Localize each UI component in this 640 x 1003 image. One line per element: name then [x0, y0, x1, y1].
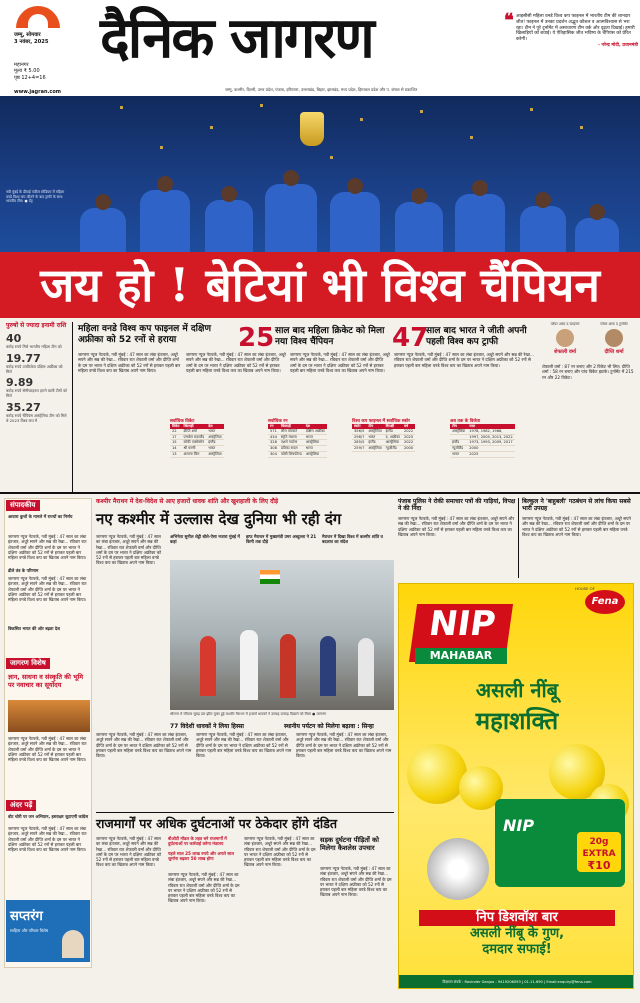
- table-cell: दक्षिण अफ्रीका: [305, 428, 326, 433]
- newspaper-title: दैनिक जागरण: [100, 5, 373, 71]
- ad-bottom-1: निप डिशवॉश बार: [419, 910, 615, 926]
- table-cell: स्मृति मंधाना: [279, 434, 304, 440]
- table-cell: आस्ट्रेलिया: [208, 451, 222, 456]
- table-header-cell: वर्ष: [402, 424, 415, 429]
- table-header-cell: देश: [304, 424, 327, 429]
- table-cell: 22: [170, 429, 182, 434]
- story-body-4: जागरण न्यूज नेटवर्क, नवी मुंबई : 47 साल का लंबा इंतजार, अधूरे सपने और सब्र की रेखा... रविवार रात शेफाली वर्मा और दीप्ति शर्मा के दम पर भारत ने दक्षिण अफ्रीका को 52 रनों से हराकर पहली बार महिला वनडे विश्व कप का खिताब अपने नाम किया।: [394, 352, 534, 368]
- table-cell: इंग्लैंड: [450, 440, 467, 446]
- story-25-headline[interactable]: साल बाद महिला क्रिकेट को मिला नया विश्व चैंपियन: [275, 326, 385, 347]
- table-cell: 2025: [403, 434, 414, 439]
- edition-name: महानगर: [14, 62, 29, 68]
- table-cell: सोफी एक्लेस्टोन: [183, 440, 205, 445]
- ad-slogan-2: महाशक्ति: [475, 707, 559, 735]
- table-cell: 2000: [467, 446, 514, 452]
- table-wickets: [170, 418, 224, 458]
- table-cell: 571: [270, 428, 277, 433]
- highway-bullet: पहले साल 25 लाख रुपये और अगले साल जुर्माना बढ़कर 50 लाख होगा: [168, 850, 235, 861]
- table-cell: 2000: [403, 446, 414, 451]
- awards-text: शेफाली वर्मा : 87 रन बनाए और 2 विकेट भी लिए। दीप्ति शर्मा : 58 रन बनाए और पांच विकेट झटके। टूर्नामेंट में 215 रन और 22 विकेट।: [542, 364, 634, 380]
- story-body: जागरण न्यूज नेटवर्क, नवी मुंबई : 47 साल का लंबा इंतजार, अधूरे सपने और सब्र की रेखा... रविवार रात शेफाली वर्मा और दीप्ति शर्मा के दम पर भारत ने दक्षिण अफ्रीका को 52 रनों से हराकर पहली बार महिला वनडे विश्व कप का खिताब अपने नाम किया।: [78, 352, 181, 373]
- table-cell: 308: [270, 446, 277, 451]
- saptrang-title: सप्तरंग: [10, 909, 43, 924]
- table-header-cell: देश: [206, 424, 223, 429]
- marathon-photo: [170, 560, 394, 710]
- table-header-cell: स्कोर: [352, 424, 366, 429]
- editorial-2[interactable]: ढीले तंत्र के परिणाम: [8, 568, 39, 573]
- trophy-icon: [300, 112, 324, 146]
- stat-number: 40: [6, 332, 22, 345]
- table-cell: 2022: [403, 428, 414, 433]
- pack-price-value: ₹10: [587, 859, 611, 872]
- stat-desc: करोड़ रुपये मिले भारतीय महिला टीम को: [6, 344, 62, 349]
- table-cell: एनाबेल सदरलैंड: [182, 434, 207, 440]
- table-cell: एशले गार्डनर: [279, 440, 304, 446]
- stat-item: [6, 376, 68, 399]
- story-final-headline[interactable]: महिला वनडे विश्व कप फाइनल में दक्षिण अफ्रीका को 52 रनों से हराया: [78, 324, 211, 345]
- pm-quote-author: - नरेन्द्र मोदी, प्रधानमंत्री: [598, 42, 638, 48]
- editorial-body: जागरण न्यूज नेटवर्क, नवी मुंबई : 47 साल का लंबा इंतजार, अधूरे सपने और सब्र की रेखा... रविवार रात शेफाली वर्मा और दीप्ति शर्मा के दम पर भारत ने दक्षिण अफ्रीका को 52 रनों से हराकर पहली बार महिला वनडे विश्व कप का खिताब अपने नाम किया।: [8, 534, 87, 561]
- punjab-headline[interactable]: पंजाब पुलिस ने रोकी समाचार पत्रों की गाड़ियां, विपक्ष ने की निंदा: [398, 498, 516, 512]
- highway-body: जागरण न्यूज नेटवर्क, नवी मुंबई : 47 साल का लंबा इंतजार, अधूरे सपने और सब्र की रेखा... रविवार रात शेफाली वर्मा और दीप्ति शर्मा के दम पर भारत ने दक्षिण अफ्रीका को 52 रनों से हराकर पहली बार महिला वनडे विश्व कप का खिताब अपने नाम किया।: [96, 836, 162, 868]
- cashless-body: जागरण न्यूज नेटवर्क, नवी मुंबई : 47 साल का लंबा इंतजार, अधूरे सपने और सब्र की रेखा... रविवार रात शेफाली वर्मा और दीप्ति शर्मा के दम पर भारत ने दक्षिण अफ्रीका को 52 रनों से हराकर पहली बार महिला वनडे विश्व कप का खिताब अपने नाम किया।: [320, 866, 392, 898]
- nip-mahabar-ad[interactable]: [398, 583, 634, 989]
- table-header-cell: खिलाड़ी: [182, 424, 207, 429]
- pof-name: शेफाली वर्मा: [553, 348, 577, 355]
- stat-item: [6, 401, 68, 424]
- table-cell: 2022: [403, 440, 414, 445]
- table-cell: आस्ट्रेलिया: [368, 428, 382, 433]
- table-cell: भारत: [304, 446, 327, 452]
- kashmir-subhead: 77 विदेशी धावकों ने लिया हिस्सा: [170, 723, 244, 730]
- table-title: सर्वाधिक विकेट: [170, 419, 195, 424]
- table-cell: अलाना किंग: [182, 451, 207, 457]
- ad-bottom-2: असली नींबू के गुण,: [469, 926, 565, 941]
- finals-table: [352, 424, 415, 452]
- pot-name: दीप्ति शर्मा: [604, 348, 624, 355]
- story-47-number: 47: [392, 323, 429, 353]
- editorial-1[interactable]: आवारा कुत्तों के मामले में राज्यों का निर्णय: [8, 514, 73, 519]
- andar-tag: अंदर पढ़ें: [6, 800, 36, 811]
- table-cell: 1978, 1982, 1988,: [467, 429, 514, 434]
- table-cell: 2025: [467, 451, 514, 457]
- table-cell: आस्ट्रेलिया: [304, 451, 327, 457]
- player-of-tournament: [590, 322, 638, 355]
- highway-body-3: जागरण न्यूज नेटवर्क, नवी मुंबई : 47 साल का लंबा इंतजार, अधूरे सपने और सब्र की रेखा... रविवार रात शेफाली वर्मा और दीप्ति शर्मा के दम पर भारत ने दक्षिण अफ्रीका को 52 रनों से हराकर पहली बार महिला वनडे विश्व कप का खिताब अपने नाम किया।: [244, 836, 316, 868]
- kashmir-body-3: जागरण न्यूज नेटवर्क, नवी मुंबई : 47 साल का लंबा इंतजार, अधूरे सपने और सब्र की रेखा... रविवार रात शेफाली वर्मा और दीप्ति शर्मा के दम पर भारत ने दक्षिण अफ्रीका को 52 रनों से हराकर पहली बार महिला वनडे विश्व कप का खिताब अपने नाम किया।: [196, 732, 292, 759]
- ad-slogan-1: असली नींबू: [475, 678, 559, 702]
- price: मूल्य ₹ 5.00: [14, 68, 40, 75]
- page-count: पृष्ठ 12+4=16: [14, 74, 46, 81]
- pof-label: प्लेयर आफ द फाइनल: [550, 322, 580, 326]
- ad-footer: विज्ञापन संपर्क : Ravinder Ganjoo - 9419206093 | 01-11-690 | Email:enquiry@fena.com: [399, 975, 634, 989]
- cashless-headline[interactable]: सड़क दुर्घटना पीड़ितों को मिलेगा कैशलेस उपचार: [320, 836, 379, 852]
- table-cell: भारत: [450, 451, 467, 457]
- edition-meta: [14, 62, 46, 81]
- sampadakiya-tag: संपादकीय: [6, 500, 40, 511]
- runs-table: [268, 424, 327, 458]
- stat-number: 35.27: [6, 400, 41, 414]
- table-cell: श्री चरणी: [182, 446, 207, 452]
- table-cell: भारत: [366, 434, 383, 440]
- highway-body-2: जागरण न्यूज नेटवर्क, नवी मुंबई : 47 साल का लंबा इंतजार, अधूरे सपने और सब्र की रेखा... रविवार रात शेफाली वर्मा और दीप्ति शर्मा के दम पर भारत ने दक्षिण अफ्रीका को 52 रनों से हराकर पहली बार महिला वनडे विश्व कप का खिताब अपने नाम किया।: [168, 872, 240, 904]
- table-cell: न्यूजीलैंड: [450, 446, 467, 452]
- quote-icon: ❝: [504, 10, 514, 31]
- city-day: जम्मू, सोमवार: [14, 32, 41, 38]
- table-title: अब तक के विजेता: [450, 419, 481, 424]
- table-cell: 434: [270, 434, 277, 439]
- table-cell: 259/7: [354, 446, 365, 451]
- highway-headline[interactable]: राजमार्गों पर अधिक दुर्घटनाओं पर ठेकेदार होंगे दंडित: [96, 816, 338, 831]
- table-cell: आस्ट्रेलिया: [208, 434, 222, 439]
- table-header-cell: रन: [268, 424, 279, 429]
- table-title: सर्वाधिक रन: [268, 419, 288, 424]
- table-header-cell: खिलाड़ी: [279, 424, 304, 429]
- table-cell: दीप्ति शर्मा: [182, 429, 207, 434]
- city-date: [14, 32, 48, 45]
- stat-item: [6, 352, 68, 375]
- table-row: [268, 451, 327, 457]
- nip-logo: NIP: [409, 604, 513, 662]
- kashmir-bullet: मैराथन में दिखा विश्व में कश्मीर शांति व बदलाव का संदेश: [322, 534, 383, 545]
- table-cell: आस्ट्रेलिया: [452, 428, 466, 433]
- kashmir-body: जागरण न्यूज नेटवर्क, नवी मुंबई : 47 साल का लंबा इंतजार, अधूरे सपने और सब्र की रेखा... रविवार रात शेफाली वर्मा और दीप्ति शर्मा के दम पर भारत ने दक्षिण अफ्रीका को 52 रनों से हराकर पहली बार महिला वनडे विश्व कप का खिताब अपने नाम किया।: [96, 534, 162, 566]
- vishesh-headline[interactable]: ज्ञान, साधना व संस्कृति की भूमि पर नवाचार का सूर्योदय: [8, 673, 84, 689]
- house-of-label: HOUSE OF: [575, 586, 595, 591]
- table-cell: 328: [270, 440, 277, 445]
- pot-avatar: [605, 329, 623, 347]
- mahabar-label: MAHABAR: [415, 648, 507, 664]
- vishesh-photo: [8, 700, 90, 732]
- kashmir-bullet: हाफ मैराथन में मुख्यमंत्री उमर अब्दुल्ला ने 21 किमी तक दौड़े: [246, 534, 317, 545]
- table-cell: भारत: [304, 434, 327, 440]
- stat-desc: करोड़ रुपये चैंपियंस आस्ट्रेलिया टीम को मिले थे 2023 विश्व कप में: [6, 412, 67, 423]
- stat-number: 19.77: [6, 351, 41, 365]
- story-47-headline[interactable]: साल बाद भारत ने जीती अपनी पहली विश्व कप ट्राफी: [426, 326, 527, 347]
- prize-stats: [6, 322, 68, 424]
- highway-bullets: [168, 836, 240, 861]
- jagran-vishesh-tag: जागरण विशेष: [6, 658, 50, 669]
- wickets-table: [170, 424, 224, 458]
- kashmir-body-4: जागरण न्यूज नेटवर्क, नवी मुंबई : 47 साल का लंबा इंतजार, अधूरे सपने और सब्र की रेखा... रविवार रात शेफाली वर्मा और दीप्ति शर्मा के दम पर भारत ने दक्षिण अफ्रीका को 52 रनों से हराकर पहली बार महिला वनडे विश्व कप का खिताब अपने नाम किया।: [296, 732, 392, 759]
- pm-quote: [516, 14, 638, 49]
- table-header-cell: विपक्षी: [384, 424, 402, 429]
- isro-headline[interactable]: बिल्कुल ने 'बाहुबली' गठबंधन से लांच किया सबसे भारी उपग्रह: [522, 498, 631, 512]
- ad-bottom-text: [399, 910, 634, 958]
- story-body-2: जागरण न्यूज नेटवर्क, नवी मुंबई : 47 साल का लंबा इंतजार, अधूरे सपने और सब्र की रेखा... रविवार रात शेफाली वर्मा और दीप्ति शर्मा के दम पर भारत ने दक्षिण अफ्रीका को 52 रनों से हराकर पहली बार महिला वनडे विश्व कप का खिताब अपने नाम किया।: [186, 352, 286, 373]
- table-cell: इंग्लैंड: [366, 440, 383, 446]
- stat-item: [6, 332, 68, 350]
- story-25-number: 25: [238, 323, 275, 353]
- table-cell: आस्ट्रेलिया: [304, 440, 327, 446]
- table-cell: 356/5: [354, 428, 365, 433]
- table-runs: [268, 418, 327, 458]
- table-header-cell: टीम: [366, 424, 383, 429]
- punjab-body: जागरण न्यूज नेटवर्क, नवी मुंबई : 47 साल का लंबा इंतजार, अधूरे सपने और सब्र की रेखा... रविवार रात शेफाली वर्मा और दीप्ति शर्मा के दम पर भारत ने दक्षिण अफ्रीका को 52 रनों से हराकर पहली बार महिला वनडे विश्व कप का खिताब अपने नाम किया।: [398, 516, 515, 537]
- main-headline[interactable]: जय हो ! बेटियां भी विश्व चैंपियन: [40, 258, 600, 312]
- table-cell: इंग्लैंड: [206, 440, 223, 446]
- pack-weight: 20g EXTRA: [582, 837, 616, 859]
- editorial-3[interactable]: विकसित भारत की ओर बढ़ता देश: [8, 626, 60, 631]
- table-header-cell: विकेट: [172, 424, 180, 428]
- table-cell: न्यूजीलैंड: [384, 446, 402, 452]
- pot-label: प्लेयर आफ द टूर्नामेंट: [600, 322, 628, 326]
- stat-number: 9.89: [6, 376, 34, 390]
- table-cell: भारत: [206, 429, 223, 434]
- table-cell: 1997, 2005, 2013, 2022: [469, 434, 513, 439]
- saptrang-avatar: [62, 930, 84, 958]
- table-cell: 1973, 1993, 2009, 2017: [469, 440, 513, 445]
- table-header-cell: टीम: [450, 424, 467, 429]
- website-link[interactable]: www.jagran.com: [14, 89, 62, 95]
- highway-bullet: बीओटी मॉडल के तहत बने राजमार्गों में दुर्घटनाओं पर कार्रवाई करेगा मंत्रालय: [168, 836, 227, 847]
- kashmir-body-2: जागरण न्यूज नेटवर्क, नवी मुंबई : 47 साल का लंबा इंतजार, अधूरे सपने और सब्र की रेखा... रविवार रात शेफाली वर्मा और दीप्ति शर्मा के दम पर भारत ने दक्षिण अफ्रीका को 52 रनों से हराकर पहली बार महिला वनडे विश्व कप का खिताब अपने नाम किया।: [96, 732, 192, 759]
- table-title: विश्व कप फाइनल में सर्वाधिक स्कोर: [352, 419, 410, 424]
- stat-desc: करोड़ रुपये उपविजेता दक्षिण अफ्रीका को मिले: [6, 363, 63, 374]
- table-cell: 285/5: [354, 440, 365, 445]
- fena-logo: Fena: [585, 590, 625, 614]
- table-cell: द. अफ्रीका: [385, 434, 400, 439]
- date: 3 नवंबर, 2025: [14, 38, 49, 45]
- saptrang-sub: साहित्य और परिवार विशेष: [10, 928, 49, 933]
- editorial-body-2: जागरण न्यूज नेटवर्क, नवी मुंबई : 47 साल का लंबा इंतजार, अधूरे सपने और सब्र की रेखा... रविवार रात शेफाली वर्मा और दीप्ति शर्मा के दम पर भारत ने दक्षिण अफ्रीका को 52 रनों से हराकर पहली बार महिला वनडे विश्व कप का खिताब अपने नाम किया।: [8, 576, 87, 603]
- table-cell: प्रतिका रावल: [279, 446, 304, 452]
- table-winners: [450, 418, 515, 458]
- kashmir-bullet: अभिनेता सुनील शेट्टी बोले-ऐसा नजारा मुंबई में कहां: [170, 534, 240, 545]
- steel-bowl-icon: [427, 838, 489, 900]
- table-cell: लौरा वोल्वार्ट: [279, 429, 304, 434]
- isro-body: जागरण न्यूज नेटवर्क, नवी मुंबई : 47 साल का लंबा इंतजार, अधूरे सपने और सब्र की रेखा... रविवार रात शेफाली वर्मा और दीप्ति शर्मा के दम पर भारत ने दक्षिण अफ्रीका को 52 रनों से हराकर पहली बार महिला वनडे विश्व कप का खिताब अपने नाम किया।: [522, 516, 631, 537]
- pof-avatar: [556, 329, 574, 347]
- pm-quote-text: आइसीसी महिला वनडे विश्व कप फाइनल में भारतीय टीम की शानदार जीत! फाइनल में उनका प्रदर्शन अद्भुत कौशल व आत्मविश्वास से भरा रहा। टीम ने पूरे टूर्नामेंट में असाधारण टीम वर्क और दृढ़ता दिखाई। हमारी खिलाड़ियों को बधाई। ये ऐतिहासिक जीत भविष्य के चैंपियंस को प्रेरित करेगी।: [516, 14, 635, 43]
- table-cell: 14: [170, 446, 182, 452]
- lemon-icon: [407, 744, 467, 804]
- andar-item[interactable]: वोट चोरी पर जन अभियान, हस्ताक्षर जुटाएगी कांग्रेस: [8, 814, 89, 819]
- player-of-final: [542, 322, 588, 355]
- table-cell: 15: [170, 440, 182, 446]
- flag-icon: [260, 570, 280, 584]
- table-cell: फोबी लिचफील्ड: [280, 451, 302, 456]
- table-cell: 298/7: [354, 434, 365, 439]
- vishesh-body: जागरण न्यूज नेटवर्क, नवी मुंबई : 47 साल का लंबा इंतजार, अधूरे सपने और सब्र की रेखा... रविवार रात शेफाली वर्मा और दीप्ति शर्मा के दम पर भारत ने दक्षिण अफ्रीका को 52 रनों से हराकर पहली बार महिला वनडे विश्व कप का खिताब अपने नाम किया।: [8, 736, 87, 763]
- table-cell: 304: [270, 451, 277, 456]
- andar-body: जागरण न्यूज नेटवर्क, नवी मुंबई : 47 साल का लंबा इंतजार, अधूरे सपने और सब्र की रेखा... रविवार रात शेफाली वर्मा और दीप्ति शर्मा के दम पर भारत ने दक्षिण अफ्रीका को 52 रनों से हराकर पहली बार महिला वनडे विश्व कप का खिताब अपने नाम किया।: [8, 826, 87, 853]
- ad-bottom-3: दमदार सफाई!: [482, 942, 552, 957]
- hero-caption: नवी मुंबई के डीवाई पाटिल स्टेडियम में महिला वनडे विश्व कप जीतने के बाद ट्राफी के साथ भारतीय टीम। ● प्रेट्र: [6, 190, 65, 204]
- pack-brand: NIP: [503, 816, 535, 835]
- table-row: [450, 451, 515, 457]
- kashmir-kicker: कश्मीर मैराथन में देश-विदेश से आए हजारों धावक शांति और खुशहाली के लिए दौड़े: [96, 498, 279, 505]
- table-row: [352, 446, 415, 452]
- editions-line: जम्मू, कश्मीर, दिल्ली, उत्तर प्रदेश, पंजाब, हरियाणा, उत्तराखंड, बिहार, झारखंड, मध्य प्रदेश, हिमाचल प्रदेश और प. बंगाल से प्रकाशित: [225, 87, 418, 92]
- pack-price: [577, 832, 621, 872]
- table-cell: आस्ट्रेलिया: [368, 446, 382, 451]
- stats-title: पुरुषों से ज्यादा इनामी राशि: [6, 322, 67, 329]
- kashmir-headline[interactable]: नए कश्मीर में उल्लास देख दुनिया भी रही दंग: [96, 510, 342, 528]
- table-cell: भारत: [206, 446, 223, 452]
- table-finals: [352, 418, 415, 452]
- table-cell: 17: [170, 434, 182, 440]
- story-body-3: जागरण न्यूज नेटवर्क, नवी मुंबई : 47 साल का लंबा इंतजार, अधूरे सपने और सब्र की रेखा... रविवार रात शेफाली वर्मा और दीप्ति शर्मा के दम पर भारत ने दक्षिण अफ्रीका को 52 रनों से हराकर पहली बार महिला वनडे विश्व कप का खिताब अपने नाम किया।: [290, 352, 390, 373]
- kashmir-subhead-2: स्थानीय पर्यटन को मिलेगा बढ़ावा : सिन्हा: [284, 723, 374, 730]
- table-cell: इंग्लैंड: [384, 429, 402, 434]
- table-cell: आस्ट्रेलिया: [384, 440, 402, 446]
- table-cell: 13: [170, 451, 182, 457]
- winners-table: [450, 424, 515, 458]
- table-row: [170, 451, 224, 457]
- stat-desc: करोड़ रुपये सेमीफाइनल हारने वाली टीमों को मिले: [6, 388, 67, 399]
- marathon-caption: श्रीनगर में रविवार सुबह डल झील मुक्त हुई कश्मीर मैराथन में हजारों धावकों ने उत्साह उत्साह दिखाने को मिला ● जागरण: [170, 712, 327, 716]
- table-header-cell: साल: [467, 424, 514, 429]
